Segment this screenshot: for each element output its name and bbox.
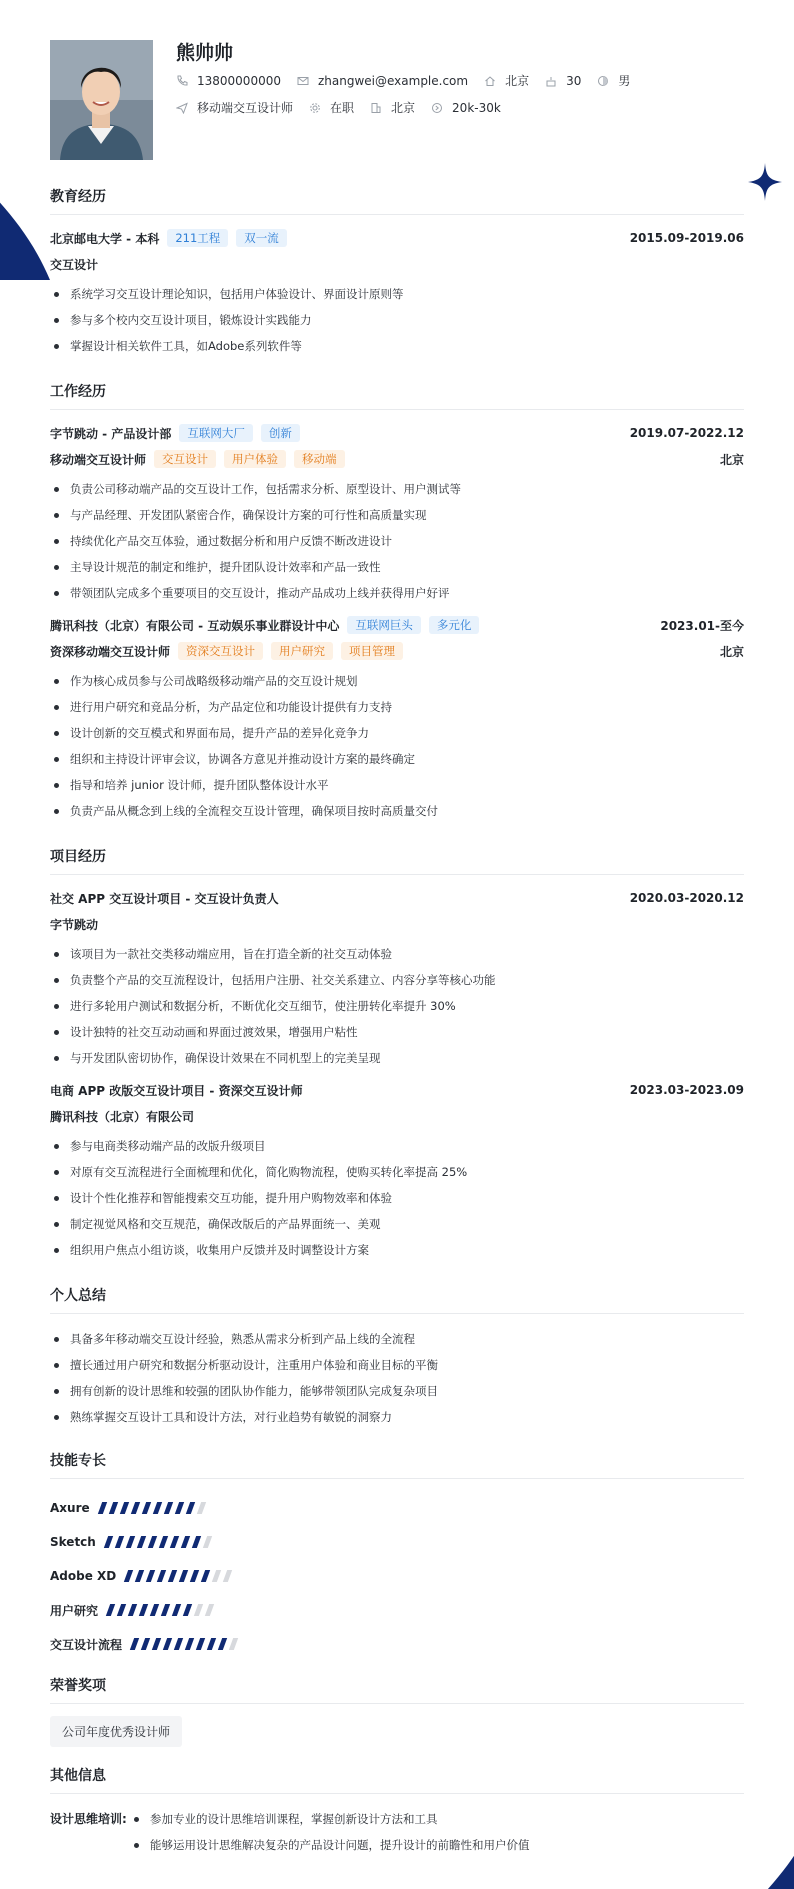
tag: 211工程 — [167, 229, 228, 247]
period: 2023.01-至今 — [660, 618, 744, 633]
skill-stripe-filled — [130, 1638, 139, 1650]
list-item: 主导设计规范的制定和维护，提升团队设计效率和产品一致性 — [50, 554, 744, 580]
major: 交互设计 — [50, 257, 99, 272]
skill-name: 用户研究 — [50, 1603, 99, 1618]
skill-stripe-filled — [126, 1536, 135, 1548]
org-row — [50, 913, 744, 935]
other-label: 设计思维培训: — [50, 1812, 127, 1826]
list-item: 设计创新的交互模式和界面布局，提升产品的差异化竞争力 — [50, 720, 744, 746]
email-item — [297, 74, 468, 88]
gender-text: 男 — [618, 74, 631, 88]
list-item: 能够运用设计思维解决复杂的产品设计问题，提升设计的前瞻性和用户价值 — [130, 1832, 530, 1858]
city: 北京 — [719, 644, 744, 659]
list-item: 熟练掌握交互设计工具和设计方法，对行业趋势有敏锐的洞察力 — [50, 1404, 744, 1430]
list-item: 擅长通过用户研究和数据分析驱动设计，注重用户体验和商业目标的平衡 — [50, 1352, 744, 1378]
list-item: 参加专业的设计思维培训课程，掌握创新设计方法和工具 — [130, 1806, 530, 1832]
resume-page — [50, 38, 744, 1858]
building-icon — [370, 102, 382, 114]
skill-stripe-filled — [141, 1502, 150, 1514]
skill-stripe-filled — [163, 1502, 172, 1514]
work-section — [50, 381, 744, 824]
candidate-name: 熊帅帅 — [176, 42, 234, 64]
skill-level-bar — [126, 1570, 236, 1582]
skill-stripe-empty — [203, 1536, 212, 1548]
corner-decoration-bottom — [748, 1790, 794, 1889]
skill-row — [50, 1627, 744, 1661]
company-name: 字节跳动 - 产品设计部 — [50, 426, 172, 441]
skill-stripe-filled — [196, 1638, 205, 1650]
other-bullets — [130, 1806, 530, 1858]
skill-stripe-filled — [152, 1502, 161, 1514]
summary-section — [50, 1285, 744, 1430]
salary-text: 20k-30k — [452, 100, 501, 115]
org-row — [50, 1105, 744, 1127]
list-item: 指导和培养 junior 设计师，提升团队整体设计水平 — [50, 772, 744, 798]
phone-icon — [176, 75, 188, 87]
role-row — [50, 640, 744, 662]
sparkle-icon — [748, 163, 782, 201]
skill-stripe-filled — [192, 1536, 201, 1548]
project-bullets — [50, 1133, 744, 1263]
skills-section — [50, 1450, 744, 1661]
skill-stripe-filled — [139, 1604, 148, 1616]
list-item: 带领团队完成多个重要项目的交互设计，推动产品成功上线并获得用户好评 — [50, 580, 744, 606]
status-item — [309, 99, 354, 116]
list-item: 参与电商类移动端产品的改版升级项目 — [50, 1133, 744, 1159]
skill-row — [50, 1491, 744, 1525]
skill-stripe-filled — [148, 1536, 157, 1548]
list-item: 系统学习交互设计理论知识，包括用户体验设计、界面设计原则等 — [50, 281, 744, 307]
project-entry-head — [50, 887, 744, 909]
section-title: 项目经历 — [50, 846, 744, 875]
list-item: 参与多个校内交互设计项目，锻炼设计实践能力 — [50, 307, 744, 333]
skill-stripe-filled — [168, 1570, 177, 1582]
gender-icon — [597, 75, 609, 87]
skill-stripe-filled — [141, 1638, 150, 1650]
skill-stripe-filled — [163, 1638, 172, 1650]
skill-row — [50, 1593, 744, 1627]
skill-row — [50, 1525, 744, 1559]
skill-name: Sketch — [50, 1535, 96, 1549]
education-bullets — [50, 281, 744, 359]
gender-item — [597, 72, 630, 89]
tag: 项目管理 — [341, 642, 403, 660]
tag: 资深交互设计 — [178, 642, 263, 660]
tag: 互联网大厂 — [179, 424, 253, 442]
skill-stripe-filled — [104, 1536, 113, 1548]
school-name: 北京邮电大学 - 本科 — [50, 231, 160, 246]
contact-row — [176, 72, 646, 89]
skill-stripe-filled — [185, 1502, 194, 1514]
section-title: 个人总结 — [50, 1285, 744, 1314]
skill-stripe-filled — [124, 1570, 133, 1582]
city: 北京 — [719, 452, 744, 467]
skill-stripe-filled — [172, 1604, 181, 1616]
list-item: 进行多轮用户测试和数据分析，不断优化交互细节，使注册转化率提升 30% — [50, 993, 744, 1019]
tag: 多元化 — [429, 616, 480, 634]
skill-stripe-filled — [97, 1502, 106, 1514]
skill-stripe-filled — [117, 1604, 126, 1616]
list-item: 组织用户焦点小组访谈，收集用户反馈并及时调整设计方案 — [50, 1237, 744, 1263]
skill-stripe-empty — [223, 1570, 232, 1582]
skill-stripe-filled — [207, 1638, 216, 1650]
location-item — [484, 72, 529, 89]
section-title: 其他信息 — [50, 1765, 744, 1794]
job-intent-row — [176, 99, 517, 116]
project-bullets — [50, 941, 744, 1071]
tag: 双一流 — [236, 229, 287, 247]
project-org: 腾讯科技（北京）有限公司 — [50, 1109, 195, 1124]
phone-item — [176, 74, 281, 88]
list-item: 设计个性化推荐和智能搜索交互功能，提升用户购物效率和体验 — [50, 1185, 744, 1211]
role: 移动端交互设计师 — [50, 452, 147, 467]
projects-section — [50, 846, 744, 1263]
target-city-text: 北京 — [391, 101, 416, 115]
tag: 用户体验 — [224, 450, 286, 468]
major-row — [50, 253, 744, 275]
skill-stripe-filled — [157, 1570, 166, 1582]
avatar — [50, 40, 153, 160]
skill-stripe-filled — [159, 1536, 168, 1548]
project-name: 社交 APP 交互设计项目 - 交互设计负责人 — [50, 891, 279, 906]
list-item: 作为核心成员参与公司战略级移动端产品的交互设计规划 — [50, 668, 744, 694]
education-entry-head — [50, 227, 744, 249]
list-item: 设计独特的社交互动动画和界面过渡效果，增强用户粘性 — [50, 1019, 744, 1045]
other-section — [50, 1765, 744, 1858]
tag: 交互设计 — [154, 450, 216, 468]
project-entry-head — [50, 1079, 744, 1101]
profile-header — [50, 38, 744, 172]
work-bullets — [50, 668, 744, 824]
skill-stripe-filled — [106, 1604, 115, 1616]
list-item: 掌握设计相关软件工具，如Adobe系列软件等 — [50, 333, 744, 359]
awards-section — [50, 1675, 744, 1747]
list-item: 该项目为一款社交类移动端应用，旨在打造全新的社交互动体验 — [50, 941, 744, 967]
project-name: 电商 APP 改版交互设计项目 - 资深交互设计师 — [50, 1083, 303, 1098]
skill-stripe-filled — [135, 1570, 144, 1582]
work-entry-head — [50, 422, 744, 444]
skill-row — [50, 1559, 744, 1593]
role: 资深移动端交互设计师 — [50, 644, 171, 659]
age-item — [545, 74, 581, 88]
skill-stripe-filled — [137, 1536, 146, 1548]
company-name: 腾讯科技（北京）有限公司 - 互动娱乐事业群设计中心 — [50, 618, 340, 633]
section-title: 荣誉奖项 — [50, 1675, 744, 1704]
skill-stripe-filled — [119, 1502, 128, 1514]
skill-stripe-filled — [201, 1570, 210, 1582]
corner-decoration — [0, 130, 50, 280]
period: 2020.03-2020.12 — [629, 891, 744, 905]
position-item — [176, 99, 293, 116]
salary-item — [431, 101, 501, 115]
tag: 移动端 — [294, 450, 345, 468]
section-title: 教育经历 — [50, 186, 744, 215]
skill-name: 交互设计流程 — [50, 1637, 123, 1652]
list-item: 进行用户研究和竞品分析，为产品定位和功能设计提供有力支持 — [50, 694, 744, 720]
tag: 互联网巨头 — [347, 616, 421, 634]
skill-stripe-filled — [152, 1638, 161, 1650]
skill-stripe-filled — [146, 1570, 155, 1582]
list-item: 负责产品从概念到上线的全流程交互设计管理，确保项目按时高质量交付 — [50, 798, 744, 824]
list-item: 负责整个产品的交互流程设计，包括用户注册、社交关系建立、内容分享等核心功能 — [50, 967, 744, 993]
list-item: 制定视觉风格和交互规范，确保改版后的产品界面统一、美观 — [50, 1211, 744, 1237]
other-row — [50, 1806, 744, 1858]
list-item: 对原有交互流程进行全面梳理和优化，简化购物流程，使购买转化率提高 25% — [50, 1159, 744, 1185]
list-item: 组织和主持设计评审会议，协调各方意见并推动设计方案的最终确定 — [50, 746, 744, 772]
list-item: 持续优化产品交互体验，通过数据分析和用户反馈不断改进设计 — [50, 528, 744, 554]
skill-stripe-empty — [229, 1638, 238, 1650]
position-text: 移动端交互设计师 — [197, 101, 294, 115]
award-item: 公司年度优秀设计师 — [50, 1716, 182, 1747]
section-title: 技能专长 — [50, 1450, 744, 1479]
skill-level-bar — [108, 1604, 218, 1616]
skill-stripe-filled — [179, 1570, 188, 1582]
skill-name: Adobe XD — [50, 1569, 117, 1583]
send-icon — [176, 102, 188, 114]
gear-icon — [309, 102, 321, 114]
work-bullets — [50, 476, 744, 606]
summary-bullets — [50, 1326, 744, 1430]
skill-stripe-filled — [150, 1604, 159, 1616]
age-text: 30 — [566, 73, 582, 88]
skill-name: Axure — [50, 1501, 90, 1515]
coin-icon — [431, 102, 443, 114]
skill-stripe-filled — [170, 1536, 179, 1548]
tag: 用户研究 — [271, 642, 333, 660]
skill-stripe-filled — [174, 1638, 183, 1650]
list-item: 拥有创新的设计思维和较强的团队协作能力，能够带领团队完成复杂项目 — [50, 1378, 744, 1404]
skill-stripe-empty — [212, 1570, 221, 1582]
email-text: zhangwei@example.com — [317, 73, 469, 88]
period: 2015.09-2019.06 — [629, 231, 744, 245]
skill-level-bar — [100, 1502, 210, 1514]
period: 2023.03-2023.09 — [629, 1083, 744, 1097]
skill-level-bar — [106, 1536, 216, 1548]
skill-stripe-filled — [190, 1570, 199, 1582]
list-item: 具备多年移动端交互设计经验，熟悉从需求分析到产品上线的全流程 — [50, 1326, 744, 1352]
status-text: 在职 — [330, 101, 355, 115]
list-item: 与产品经理、开发团队紧密合作，确保设计方案的可行性和高质量实现 — [50, 502, 744, 528]
skill-level-bar — [132, 1638, 242, 1650]
home-icon — [484, 75, 496, 87]
list-item: 负责公司移动端产品的交互设计工作，包括需求分析、原型设计、用户测试等 — [50, 476, 744, 502]
section-title: 工作经历 — [50, 381, 744, 410]
tag: 创新 — [261, 424, 300, 442]
period: 2019.07-2022.12 — [629, 426, 744, 440]
location-text: 北京 — [505, 74, 530, 88]
education-section — [50, 186, 744, 359]
skill-stripe-filled — [130, 1502, 139, 1514]
target-city-item — [370, 99, 415, 116]
skill-stripe-empty — [196, 1502, 205, 1514]
skill-stripe-filled — [128, 1604, 137, 1616]
skill-stripe-filled — [108, 1502, 117, 1514]
skill-stripe-filled — [174, 1502, 183, 1514]
role-row — [50, 448, 744, 470]
skill-stripe-empty — [194, 1604, 203, 1616]
project-org: 字节跳动 — [50, 917, 99, 932]
work-entry-head — [50, 614, 744, 636]
skill-stripe-filled — [183, 1604, 192, 1616]
skill-stripe-filled — [161, 1604, 170, 1616]
skill-stripe-filled — [181, 1536, 190, 1548]
mail-icon — [297, 75, 309, 87]
skill-stripe-filled — [115, 1536, 124, 1548]
cake-icon — [545, 75, 557, 87]
skill-stripe-empty — [205, 1604, 214, 1616]
skill-stripe-filled — [185, 1638, 194, 1650]
skill-stripe-filled — [218, 1638, 227, 1650]
list-item: 与开发团队密切协作，确保设计效果在不同机型上的完美呈现 — [50, 1045, 744, 1071]
phone-text: 13800000000 — [197, 73, 281, 88]
